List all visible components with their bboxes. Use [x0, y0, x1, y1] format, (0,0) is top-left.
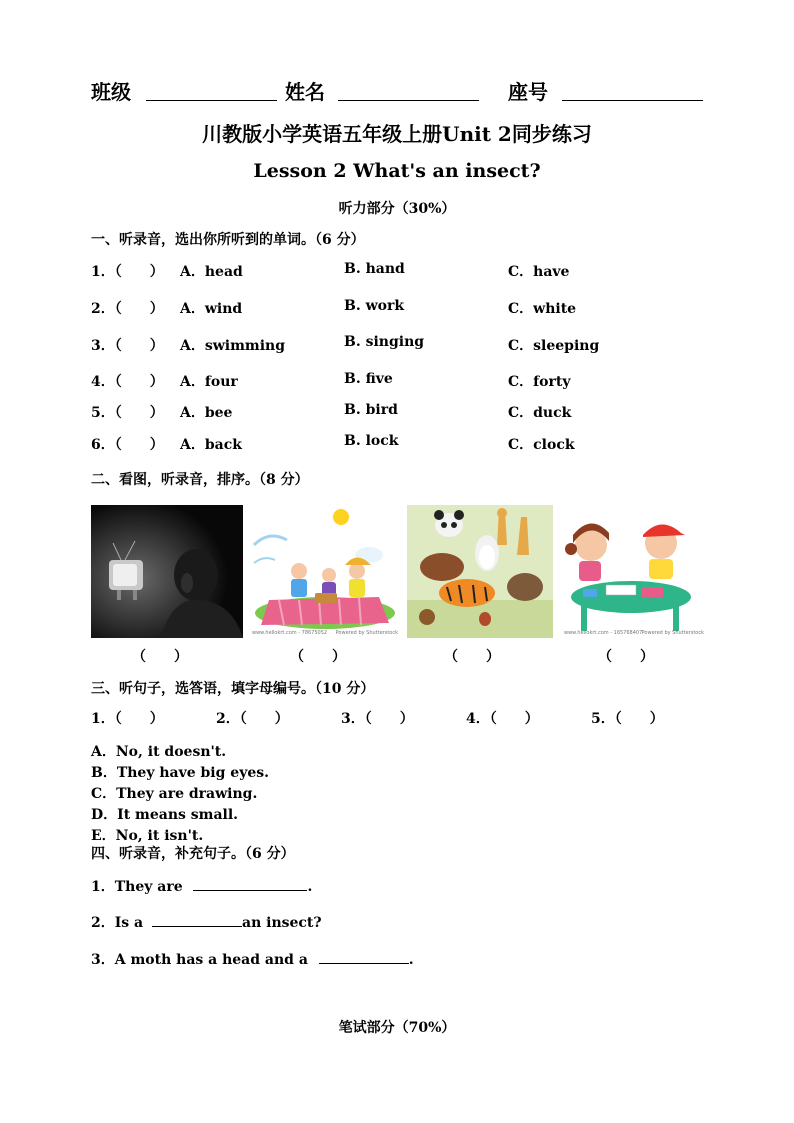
s4-sentence-2	[91, 912, 322, 932]
name-label: 姓名	[285, 80, 325, 104]
s3-answer-b: B．They have big eyes.	[91, 765, 269, 781]
q5-option-a: A．bee	[180, 405, 233, 421]
q2-option-a: A．wind	[180, 301, 243, 317]
s4-sentence-3	[91, 949, 414, 969]
s3-q2[interactable]: 2．（ ）	[216, 711, 289, 727]
picture-kids-drawing	[561, 505, 707, 638]
picnic-watermark-right: Powered by Shutterstock	[335, 630, 398, 636]
s3-answer-c: C．They are drawing.	[91, 786, 258, 802]
s4-s1-text: 1．They are	[91, 879, 183, 895]
s3-answer-d: D．It means small.	[91, 807, 239, 823]
s3-q5[interactable]: 5．（ ）	[591, 711, 664, 727]
picture-zoo-animals	[407, 505, 553, 638]
picture-4-answer[interactable]: （ ）	[598, 649, 654, 665]
q5-number[interactable]: 5．（ ）	[91, 405, 164, 421]
written-label: 笔试部分（70%）	[338, 1020, 456, 1036]
picture-picnic	[249, 505, 401, 638]
section-4-heading: 四、听录音，补充句子。（6 分）	[91, 846, 295, 862]
q6-option-c: C．clock	[508, 437, 575, 453]
q3-option-a: A．swimming	[180, 338, 286, 354]
q5-option-c: C．duck	[508, 405, 572, 421]
s4-sentence-1	[91, 876, 312, 896]
q4-option-b: B. five	[344, 371, 393, 387]
q2-option-c: C．white	[508, 301, 577, 317]
class-label: 班级	[91, 80, 131, 104]
q2-option-b: B. work	[344, 298, 405, 314]
q3-number[interactable]: 3．（ ）	[91, 338, 164, 354]
s4-s1-end: .	[307, 879, 313, 895]
s4-s3-blank[interactable]	[319, 949, 409, 964]
s4-s2-end: an insect?	[242, 915, 322, 931]
s3-q4[interactable]: 4．（ ）	[466, 711, 539, 727]
name-field[interactable]	[338, 80, 479, 101]
seat-label: 座号	[508, 80, 548, 104]
picture-2-answer[interactable]: （ ）	[290, 649, 346, 665]
s4-s2-blank[interactable]	[152, 912, 242, 927]
s4-s3-text: 3．A moth has a head and a	[91, 952, 308, 968]
q5-option-b: B. bird	[344, 402, 398, 418]
class-field[interactable]	[146, 80, 277, 101]
q3-option-b: B. singing	[344, 334, 425, 350]
q3-option-c: C．sleeping	[508, 338, 600, 354]
q6-option-b: B. lock	[344, 433, 399, 449]
worksheet-title: 川教版小学英语五年级上册Unit 2同步练习	[202, 122, 592, 146]
picnic-watermark-left: www.hellokrt.com - 78675052	[252, 630, 328, 636]
s4-s2-text: 2．Is a	[91, 915, 144, 931]
television-man-illustration	[91, 505, 243, 638]
picture-3-answer[interactable]: （ ）	[444, 649, 500, 665]
s4-s1-blank[interactable]	[193, 876, 307, 891]
q4-option-c: C．forty	[508, 374, 571, 390]
q4-number[interactable]: 4．（ ）	[91, 374, 164, 390]
section-2-heading: 二、看图，听录音，排序。（8 分）	[91, 472, 309, 488]
section-1-heading: 一、听录音，选出你所听到的单词。（6 分）	[91, 232, 365, 248]
s4-s3-end: .	[408, 952, 414, 968]
q4-option-a: A．four	[180, 374, 238, 390]
seat-field[interactable]	[562, 80, 703, 101]
q1-option-c: C．have	[508, 264, 570, 280]
kids-watermark-left: www.hellokrt.com - 165768407	[564, 630, 643, 636]
q1-option-a: A．head	[180, 264, 243, 280]
s3-q1[interactable]: 1．（ ）	[91, 711, 164, 727]
picnic-illustration	[249, 505, 401, 638]
q6-option-a: A．back	[180, 437, 242, 453]
q6-number[interactable]: 6．（ ）	[91, 437, 164, 453]
s3-q3[interactable]: 3．（ ）	[341, 711, 414, 727]
q1-number[interactable]: 1．（ ）	[91, 264, 164, 280]
listening-label: 听力部分（30%）	[338, 201, 456, 217]
picture-television-man	[91, 505, 243, 638]
section-3-heading: 三、听句子，选答语，填字母编号。（10 分）	[91, 681, 375, 697]
zoo-animals-illustration	[407, 505, 553, 638]
q2-number[interactable]: 2．（ ）	[91, 301, 164, 317]
q1-option-b: B. hand	[344, 261, 405, 277]
s3-answer-a: A．No, it doesn't.	[91, 744, 227, 760]
kids-watermark-right: Powered by Shutterstock	[641, 630, 704, 636]
picture-1-answer[interactable]: （ ）	[132, 649, 188, 665]
kids-drawing-illustration	[561, 505, 707, 638]
lesson-title: Lesson 2 What's an insect?	[253, 160, 541, 182]
s3-answer-e: E．No, it isn't.	[91, 828, 204, 844]
